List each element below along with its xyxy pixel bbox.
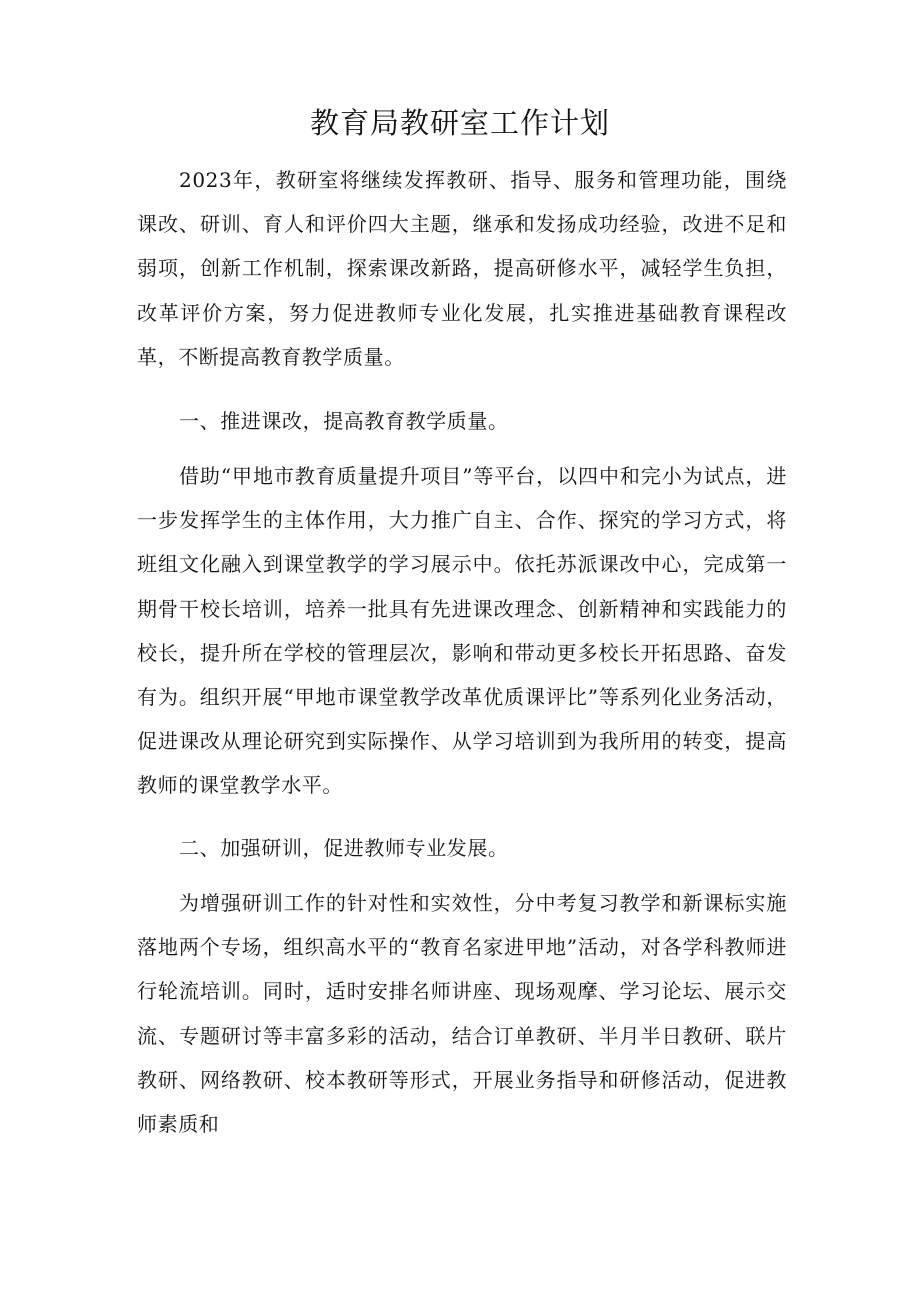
document-title: 教育局教研室工作计划 — [309, 106, 610, 140]
section-1-heading: 一、推进课改，提高教育教学质量。 — [179, 409, 509, 433]
section-1-paragraph: 借助“甲地市教育质量提升项目”等平台，以四中和完小为试点，进一步发挥学生的主体作用，大力推广自主、合作、探究的学习方式，将班组文化融入到课堂教学的学习展示中。依托苏派课改中心，完成第一期骨干校长培训，培养一批具有先进课改理念、创新精神和实践能力的校长，提升所在学校的管理层次，影响和带动更多校长开拓思路、奋发有为。组织开展“甲地市课堂教学改革优质课评比”等系列化业务活动，促进课改从理论研究到实际操作、从学习培训到为我所用的转变，提高教师的课堂教学水平。 — [137, 464, 787, 798]
section-2-heading: 二、加强研训，促进教师专业发展。 — [179, 836, 509, 860]
intro-paragraph: 2023年，教研室将继续发挥教研、指导、服务和管理功能，围绕课改、研训、育人和评价四大主题，继承和发扬成功经验，改进不足和弱项，创新工作机制，探索课改新路，提高研修水平，减轻学生负担，改革评价方案，努力促进教师专业化发展，扎实推进基础教育课程改革，不断提高教育教学质量。 — [137, 168, 787, 369]
section-2-paragraph: 为增强研训工作的针对性和实效性，分中考复习教学和新课标实施落地两个专场，组织高水平的“教育名家进甲地”活动，对各学科教师进行轮流培训。同时，适时安排名师讲座、现场观摩、学习论坛、展示交流、专题研讨等丰富多彩的活动，结合订单教研、半月半日教研、联片教研、网络教研、校本教研等形式，开展业务指导和研修活动，促进教师素质和 — [137, 891, 787, 1137]
